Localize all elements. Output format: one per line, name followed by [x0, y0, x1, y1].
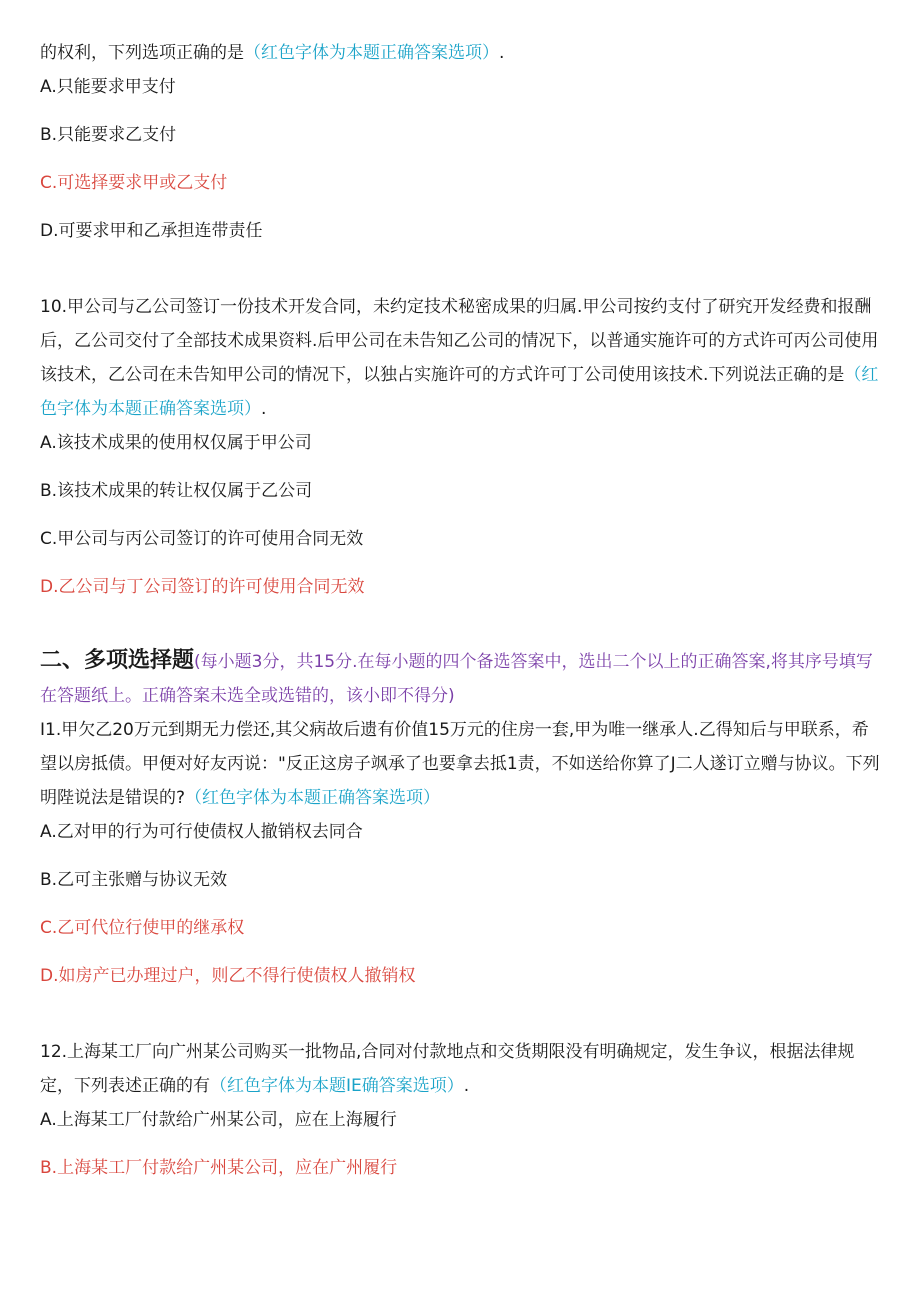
- option-a: A.上海某工厂付款给广州某公司，应在上海履行: [40, 1110, 397, 1130]
- section-2-instructions: (每小题3分，共15分.在每小题的四个备选答案中，选出二个以上的正确答案,将其序号填写在答题纸上。正确答案未选全或选错的，该小即不得分): [40, 652, 873, 706]
- option-b: B.乙可主张赠与协议无效: [40, 870, 228, 890]
- option-c-correct: C.乙可代位行使甲的继承权: [40, 918, 245, 938]
- answer-note: （红色字体为本题正确答案选项）: [40, 365, 879, 419]
- answer-note: （红色字体为本题正确答案选项）: [185, 788, 441, 808]
- stem-end: .: [499, 43, 505, 63]
- answer-note: （红色字体为本题正确答案选项）: [244, 43, 499, 63]
- document-page: [40, 36, 885, 1199]
- stem-end: .: [463, 1076, 470, 1096]
- section-2-title: 二、多项选择题: [40, 648, 195, 673]
- question-9: [40, 36, 885, 248]
- question-11: [40, 713, 885, 993]
- question-11-stem-text: I1.甲欠乙20万元到期无力偿还,其父病故后遗有价值15万元的住房一套,甲为唯一继承人.乙得知后与甲联系，希望以房抵债。甲便对好友丙说："反正这房子飒承了也要拿去抵1责，不如送给你算了J二人遂订立赠与协议。下列明陛说法是错误的?: [40, 720, 880, 808]
- section-2-header: [40, 644, 885, 713]
- answer-note: （红色字体为本题IE确答案选项）: [210, 1076, 464, 1096]
- stem-end: .: [261, 399, 267, 419]
- question-9-stem: [40, 36, 885, 70]
- option-d-correct: D.如房产已办理过户，则乙不得行使债权人撤销权: [40, 966, 416, 986]
- option-c: C.甲公司与丙公司签订的许可使用合同无效: [40, 529, 364, 549]
- option-a: A.乙对甲的行为可行使债权人撤销权去同合: [40, 822, 363, 842]
- question-10: [40, 290, 885, 604]
- option-b: B.只能要求乙支付: [40, 125, 177, 145]
- option-c-correct: C.可选择要求甲或乙支付: [40, 173, 228, 193]
- question-10-stem-text: 10.甲公司与乙公司签订一份技术开发合同，未约定技术秘密成果的归属.甲公司按约支付了研究开发经费和报酬后，乙公司交付了全部技术成果资料.后甲公司在未告知乙公司的情况下，以普通实施许可的方式许可丙公司使用该技术，乙公司在未告知甲公司的情况下，以独占实施许可的方式许可丁公司使用该技术.下列说法正确的是: [40, 297, 879, 385]
- option-d-correct: D.乙公司与丁公司签订的许可使用合同无效: [40, 577, 365, 597]
- question-9-stem-text: 的权利，下列选项正确的是: [40, 43, 244, 63]
- question-12-stem-text: 12.上海某工厂向广州某公司购买一批物品,合同对付款地点和交货期限没有明确规定，发生争议，根据法律规定，下列表述正确的有: [40, 1042, 855, 1096]
- question-11-stem: [40, 713, 885, 815]
- option-a: A.该技术成果的使用权仅属于甲公司: [40, 433, 312, 453]
- option-b: B.该技术成果的转让权仅属于乙公司: [40, 481, 313, 501]
- option-a: A.只能要求甲支付: [40, 77, 176, 97]
- question-12-stem: [40, 1035, 885, 1103]
- question-10-stem: [40, 290, 885, 426]
- option-b-correct: B.上海某工厂付款给广州某公司，应在广州履行: [40, 1158, 398, 1178]
- question-12: [40, 1035, 885, 1185]
- option-d: D.可要求甲和乙承担连带责任: [40, 221, 263, 241]
